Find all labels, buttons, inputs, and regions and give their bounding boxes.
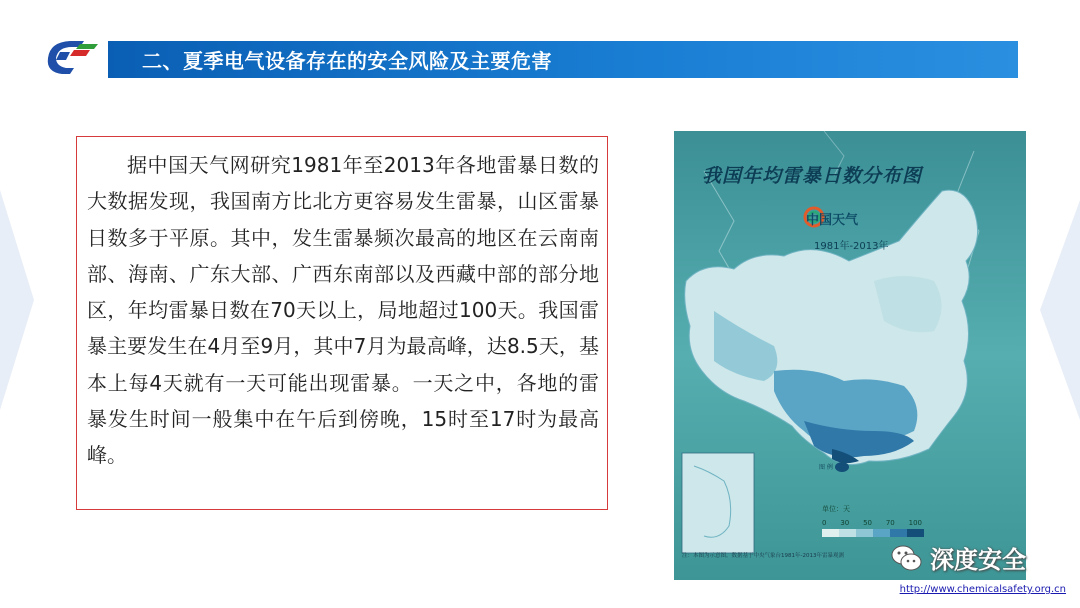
footer-url-link[interactable]: http://www.chemicalsafety.org.cn xyxy=(899,584,1066,595)
map-scale-labels xyxy=(822,519,922,527)
decorative-triangle-left xyxy=(0,190,34,410)
map-title: 我国年均雷暴日数分布图 xyxy=(702,165,923,187)
map-brand: 中国天气 xyxy=(806,213,859,228)
scale-label: 0 xyxy=(822,519,827,527)
scale-label: 30 xyxy=(840,519,850,527)
page-title: 二、夏季电气设备存在的安全风险及主要危害 xyxy=(142,49,552,73)
wechat-watermark xyxy=(890,540,1026,575)
scale-label: 100 xyxy=(908,519,922,527)
thunderstorm-distribution-map xyxy=(674,131,1026,580)
map-years: 1981年-2013年 xyxy=(814,241,889,252)
color-scale-bar xyxy=(822,529,924,537)
scale-label: 70 xyxy=(885,519,895,527)
watermark-label: 深度安全 xyxy=(930,546,1026,574)
title-bar xyxy=(108,41,1018,78)
wechat-icon xyxy=(890,541,924,575)
content-box xyxy=(76,136,608,510)
map-graphic xyxy=(674,131,1026,580)
decorative-triangle-right xyxy=(1040,200,1080,420)
csa-logo xyxy=(40,38,106,80)
body-paragraph: 据中国天气网研究1981年至2013年各地雷暴日数的大数据发现，我国南方比北方更容易发生雷暴，山区雷暴日数多于平原。其中，发生雷暴频次最高的地区在云南南部、海南、广东大部、广西东南部以及西藏中部的部分地区，年均雷暴日数在70天以上，局地超过100天。我国雷暴主要发生在4月至9月，其中7月为最高峰，达8.5天，基本上每4天就有一天可能出现雷暴。一天之中，各地的雷暴发生时间一般集中在午后到傍晚，15时至17时为最高峰。 xyxy=(87,153,599,468)
map-unit-label: 单位：天 xyxy=(822,505,850,513)
map-note: 注：本图为示意图。数据基于中央气象台1981年-2013年雷暴观测 xyxy=(682,553,844,559)
scale-label: 50 xyxy=(863,519,872,527)
svg-text:图 例: 图 例 xyxy=(819,464,833,471)
